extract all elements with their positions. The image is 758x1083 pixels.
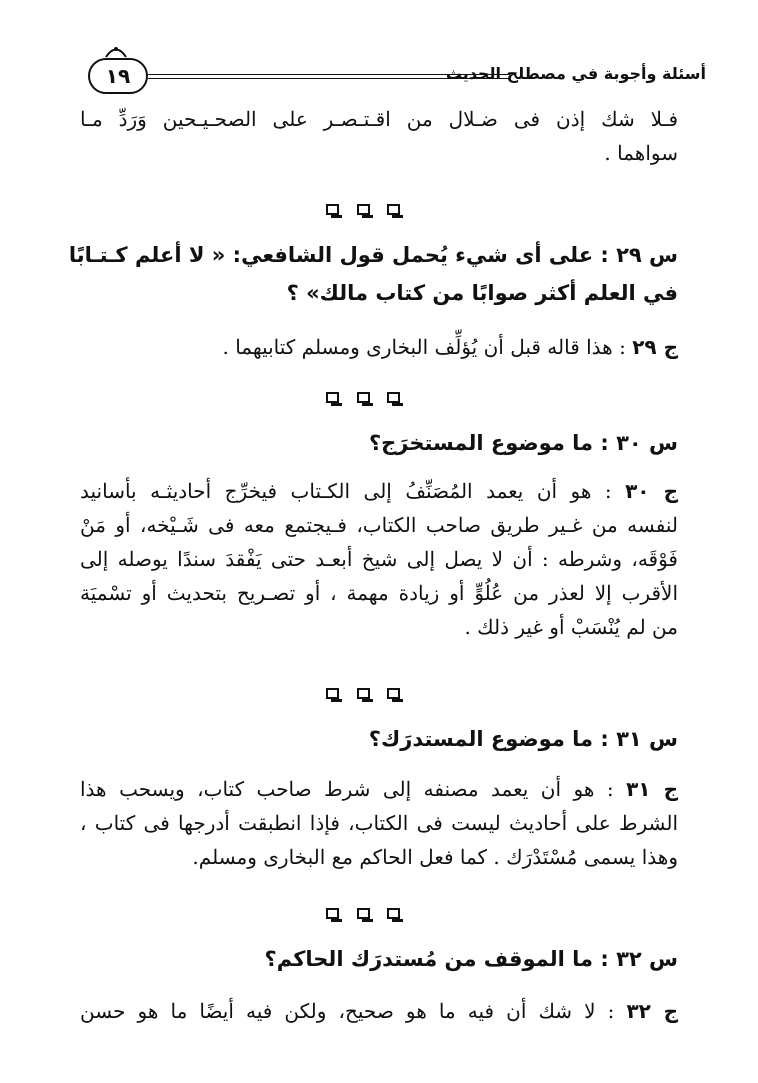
section-separator: [326, 906, 400, 920]
question-line: س ٣٢ : ما الموقف من مُستدرَك الحاكم؟: [264, 947, 678, 971]
hollow-square-icon: [387, 204, 400, 215]
header-rule: [148, 74, 510, 79]
hollow-square-icon: [326, 908, 339, 919]
text-line: فَوْقَه، وشرطه : أن لا يصل إلى شيخ أبعـد حتى يَفْقدَ سندًا يوصله إلى: [80, 547, 678, 571]
answer-text: : هو أن يعمد مصنفه إلى شرط صاحب كتاب، ويسحب هذا: [80, 777, 614, 801]
text-line: [80, 772, 678, 806]
answer-label: ج ٣١: [626, 777, 679, 801]
answer-text: : هذا قاله قبل أن يُؤلِّف البخارى ومسلم كتابيهما .: [222, 335, 626, 359]
text-line: [80, 474, 678, 508]
hollow-square-icon: [357, 204, 370, 215]
hollow-square-icon: [357, 908, 370, 919]
answer-29: [80, 330, 678, 364]
answer-31: [80, 772, 678, 874]
answer-label: ج ٢٩: [632, 335, 678, 359]
question-line: في العلم أكثر صوابًا من كتاب مالك» ؟: [286, 281, 678, 305]
text-line: [80, 330, 678, 364]
answer-text: : هو أن يعمد المُصَنِّفُ إلى الكـتاب فيخرِّج أحاديثـه بأسانيد: [80, 479, 612, 503]
question-31: [80, 720, 678, 758]
running-title: أسئلة وأجوبة في مصطلح الحديث: [445, 64, 706, 83]
page-number-ornament-icon: [104, 44, 128, 58]
question-line: س ٣٠ : ما موضوع المستخرَج؟: [368, 431, 678, 455]
section-separator: [326, 202, 400, 216]
intro-paragraph: [80, 102, 678, 170]
question-32: [80, 940, 678, 978]
hollow-square-icon: [357, 688, 370, 699]
text-line: الأقرب إلا لعذر من عُلُوٍّ أو زيادة مهمة ، أو تصـريح بتحديث أو تسْميَة: [80, 581, 678, 605]
answer-label: ج ٣٢: [626, 999, 678, 1023]
text-line: لنفسه من غـير طريق صاحب الكتاب، فـيجتمع معه فى شَـيْخه، أو مَنْ: [80, 513, 678, 537]
hollow-square-icon: [387, 392, 400, 403]
text-line: من لم يُنْسَبْ أو غير ذلك .: [464, 615, 678, 639]
page-number: ١٩: [88, 58, 148, 94]
text-line: الشرط على أحاديث ليست فى الكتاب، فإذا انطبقت أدرجها فى كتاب ،: [80, 811, 678, 835]
question-line: س ٣١ : ما موضوع المستدرَك؟: [368, 727, 678, 751]
question-29: [68, 236, 678, 312]
question-30: [80, 424, 678, 462]
hollow-square-icon: [326, 688, 339, 699]
text-line: سواهما .: [604, 141, 678, 165]
text-line: [80, 994, 678, 1028]
page-header: [74, 40, 706, 94]
answer-label: ج ٣٠: [625, 479, 678, 503]
text-line: وهذا يسمى مُسْتَدْرَك . كما فعل الحاكم مع البخارى ومسلم.: [192, 845, 678, 869]
answer-30: [80, 474, 678, 644]
text-line: فـلا شك إذن فى ضـلال من اقـتـصـر على الصحـيـحين وَرَدِّ مـا: [80, 107, 678, 131]
hollow-square-icon: [326, 204, 339, 215]
section-separator: [326, 686, 400, 700]
hollow-square-icon: [387, 688, 400, 699]
question-line: س ٢٩ : على أى شيء يُحمل قول الشافعي: « لا أعلم كـتـابًا: [68, 243, 678, 267]
answer-text: : لا شك أن فيه ما هو صحيح، ولكن فيه أيضًا ما هو حسن: [80, 999, 615, 1023]
hollow-square-icon: [357, 392, 370, 403]
section-separator: [326, 390, 400, 404]
hollow-square-icon: [387, 908, 400, 919]
hollow-square-icon: [326, 392, 339, 403]
answer-32: [80, 994, 678, 1028]
